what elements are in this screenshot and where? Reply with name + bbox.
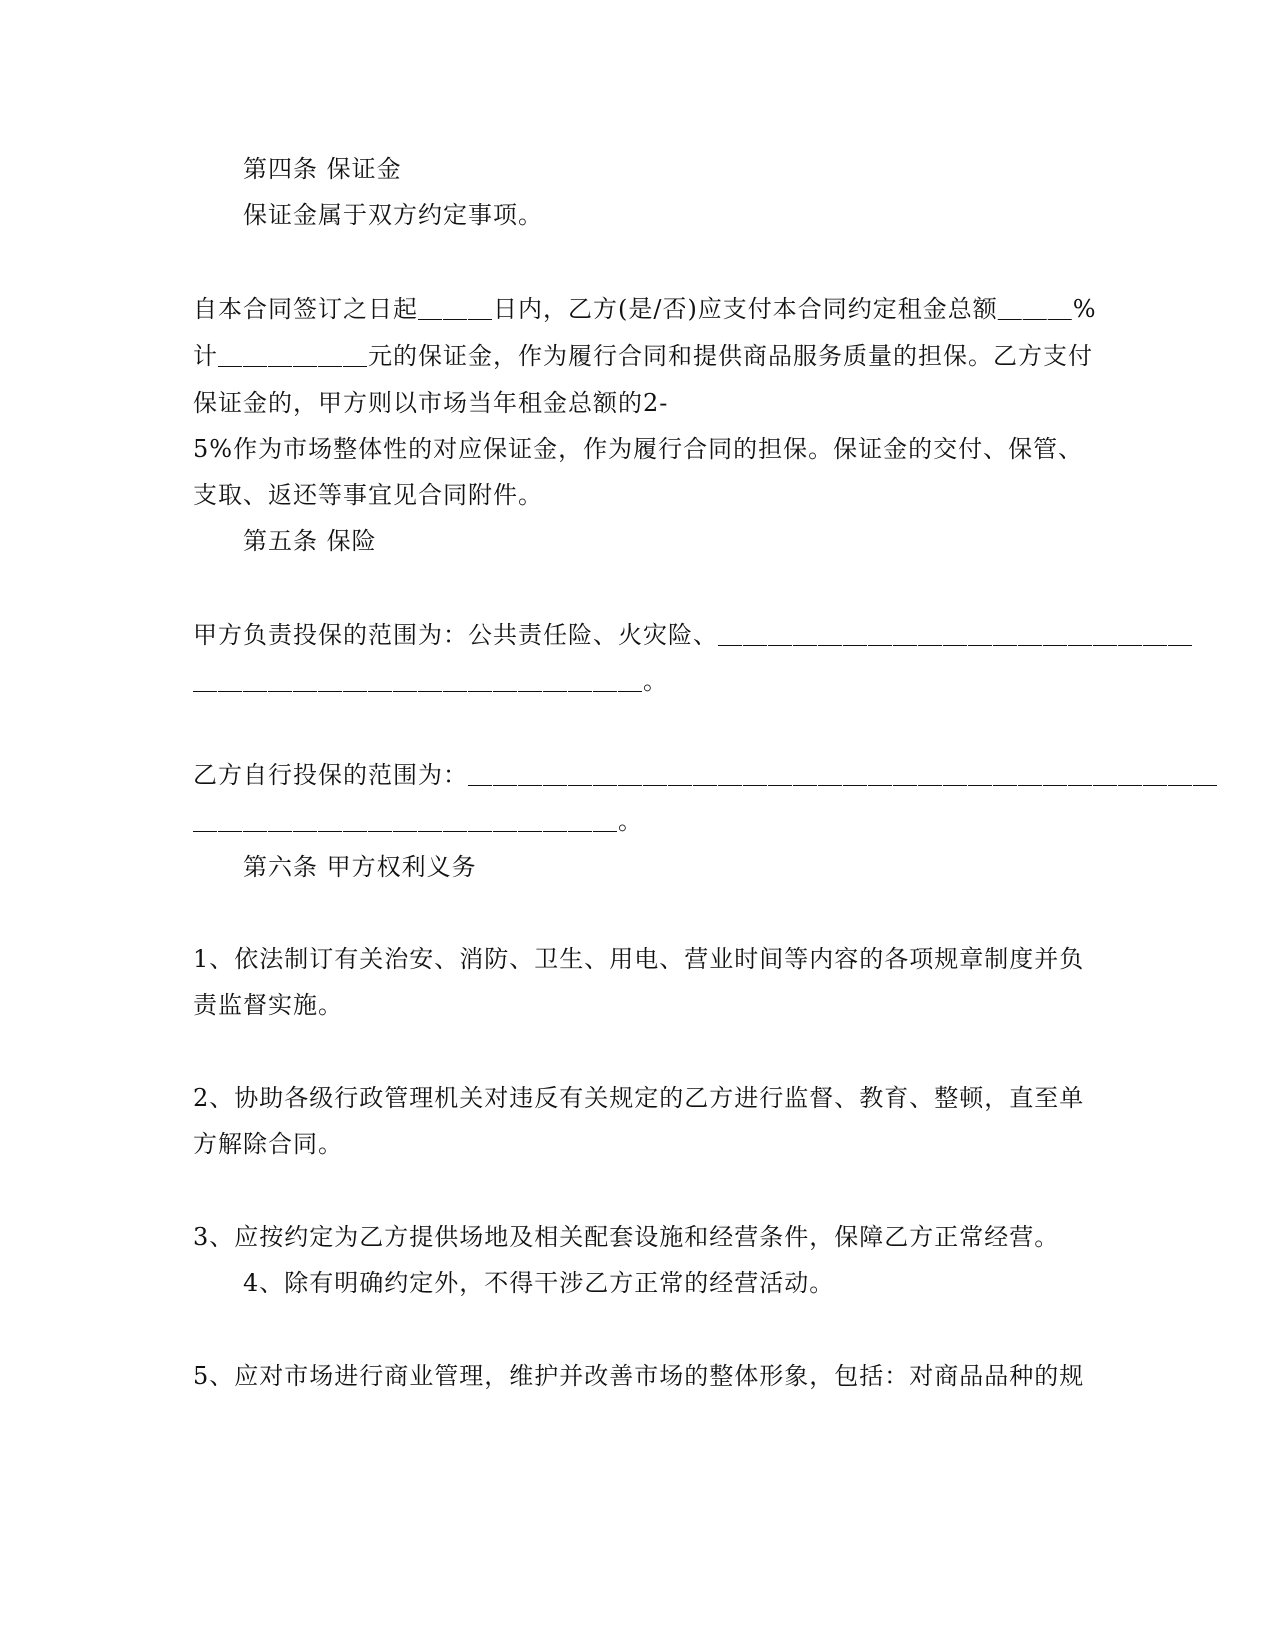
- article6-item-1-line-2: 责监督实施。: [193, 991, 343, 1019]
- article5-paragraph-1-line-1: 甲方负责投保的范围为：公共责任险、火灾险、＿＿＿＿＿＿＿＿＿＿＿＿＿＿＿＿＿＿＿: [193, 621, 1193, 649]
- article5-paragraph-1-line-2: ＿＿＿＿＿＿＿＿＿＿＿＿＿＿＿＿＿＿。: [193, 667, 668, 695]
- article6-heading: 第六条 甲方权利义务: [243, 853, 477, 881]
- article4-paragraph-1: 保证金属于双方约定事项。: [243, 201, 543, 229]
- article6-item-2-line-1: 2、协助各级行政管理机关对违反有关规定的乙方进行监督、教育、整顿，直至单: [193, 1084, 1085, 1112]
- article6-item-5-line-1: 5、应对市场进行商业管理，维护并改善市场的整体形象，包括：对商品品种的规: [193, 1362, 1085, 1390]
- article4-paragraph-2-line-2: 计＿＿＿＿＿＿元的保证金，作为履行合同和提供商品服务质量的担保。乙方支付: [193, 342, 1093, 370]
- article4-paragraph-2-line-5: 支取、返还等事宜见合同附件。: [193, 481, 543, 509]
- article4-paragraph-2-line-4: 5%作为市场整体性的对应保证金，作为履行合同的担保。保证金的交付、保管、: [193, 435, 1084, 463]
- article5-heading: 第五条 保险: [243, 527, 377, 555]
- article4-paragraph-2-line-1: 自本合同签订之日起＿＿＿日内，乙方(是/否)应支付本合同约定租金总额＿＿＿%: [193, 295, 1097, 323]
- article6-item-3: 3、应按约定为乙方提供场地及相关配套设施和经营条件，保障乙方正常经营。: [193, 1223, 1060, 1251]
- article6-item-2-line-2: 方解除合同。: [193, 1130, 343, 1158]
- article4-paragraph-2-line-3: 保证金的，甲方则以市场当年租金总额的2-: [193, 389, 669, 417]
- article6-item-1-line-1: 1、依法制订有关治安、消防、卫生、用电、营业时间等内容的各项规章制度并负: [193, 945, 1085, 973]
- article5-paragraph-2-line-1: 乙方自行投保的范围为：＿＿＿＿＿＿＿＿＿＿＿＿＿＿＿＿＿＿＿＿＿＿＿＿＿＿＿＿＿＿: [193, 761, 1218, 789]
- article6-item-4: 4、除有明确约定外，不得干涉乙方正常的经营活动。: [243, 1269, 835, 1297]
- article4-heading: 第四条 保证金: [243, 155, 402, 183]
- article5-paragraph-2-line-2: ＿＿＿＿＿＿＿＿＿＿＿＿＿＿＿＿＿。: [193, 807, 643, 835]
